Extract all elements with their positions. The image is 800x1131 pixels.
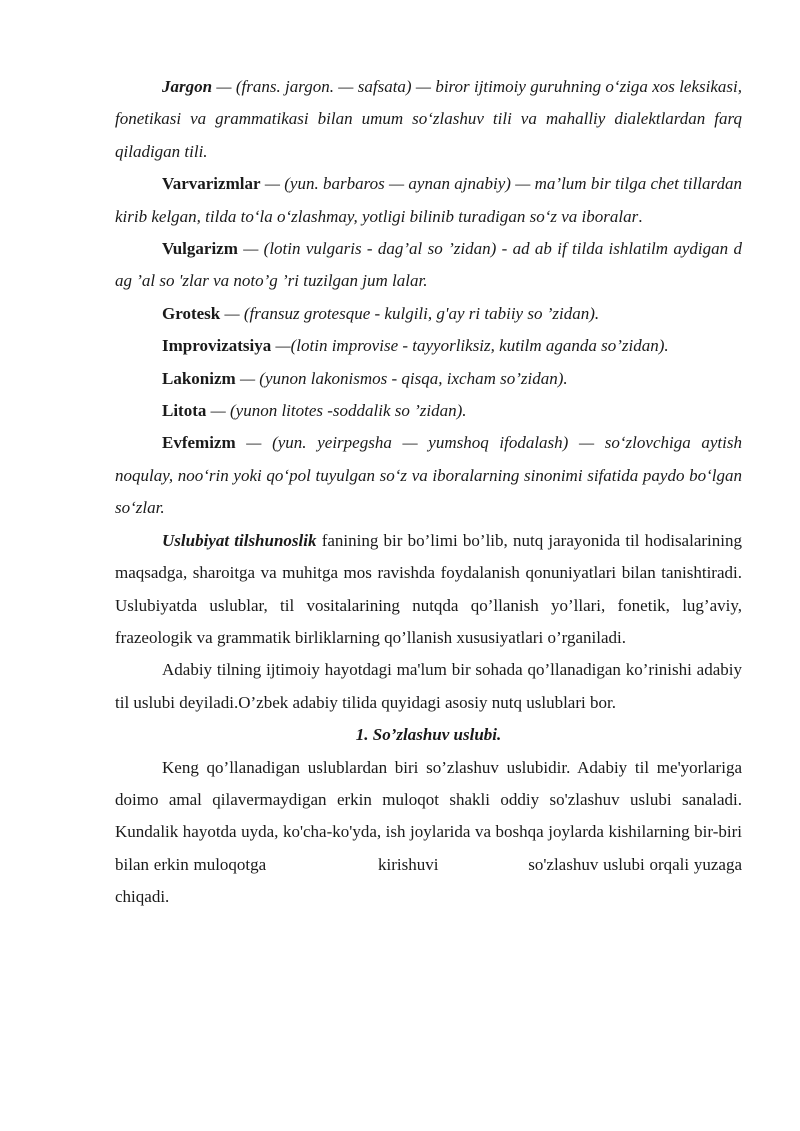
term-litota: Litota: [162, 401, 207, 421]
definition-grotesk: — (fransuz grotesque - kulgili, g'ay ri tabiiy so ’zidan).: [220, 303, 600, 323]
paragraph-conversational: [115, 752, 742, 914]
definition-lakonizm: — (yunon lakonismos - qisqa, ixcham so’zidan).: [235, 368, 568, 388]
conversational-word-kirishuvi: kirishuvi: [377, 854, 439, 874]
term-evfemizm: Evfemizm: [162, 433, 236, 453]
conversational-word-sozlashuv: so'zlashuv: [528, 854, 599, 874]
conversational-text-1: Keng qo’llanadigan uslublardan biri so’zlashuv uslubidir. Adabiy til me'yorlariga doimo amal qilavermaydigan erkin muloqot shakli oddiy so'zlashuv uslubi sanaladi. Kundalik hayotda uyda, ko'cha-ko'yda, ish joylarida va boshqa joylarda kishilarning bir-biri bilan erkin muloqotga: [115, 757, 742, 874]
stylistics-term: Uslubiyat tilshunoslik: [162, 530, 317, 550]
entry-vulgarizm: [115, 233, 742, 298]
definition-litota: — (yunon litotes -soddalik so ’zidan).: [206, 401, 467, 421]
term-lakonizm: Lakonizm: [162, 368, 236, 388]
entry-evfemizm: [115, 427, 742, 524]
section-heading: 1. So’zlashuv uslubi.: [355, 725, 502, 745]
stylistics-text: fanining bir bo’limi bo’lib, nutq jarayonida til hodisalarining maqsadga, sharoitga va muhitga mos ravishda foydalanish qonuniyatlari bilan tanishtiradi. Uslubiyatda uslublar, til vositalarining nutqda qo’llanish yo’llari, fonetik, lug’aviy, frazeologik va grammatik birliklarning qo’llanish xususiyatlari o’rganiladi.: [115, 530, 742, 647]
definition-evfemizm: — (yun. yeirpegsha — yumshoq ifodalash) — so‘zlovchiga aytish noqulay, noo‘rin yoki qo‘pol tuyulgan so‘z va iboralarning sinonimi sifatida paydo bo‘lgan so‘zlar.: [115, 433, 742, 518]
entry-varvarizmlar: [115, 168, 742, 233]
definition-varvarizmlar-end: .: [638, 206, 643, 226]
definition-improvizatsiya: —(lotin improvise - tayyorliksiz, kutilm aganda so’zidan).: [271, 336, 669, 356]
paragraph-literary-style: Adabiy tilning ijtimoiy hayotdagi ma'lum bir sohada qo’llanadigan ko’rinishi adabiy til uslubi deyiladi.O’zbek adabiy tilida quyidagi asosiy nutq uslublari bor.: [115, 660, 742, 712]
conversational-text-end: uslubi orqali yuzaga chiqadi.: [115, 854, 743, 907]
term-jargon: Jargon: [162, 77, 213, 96]
paragraph-stylistics: [115, 525, 742, 655]
definition-vulgarizm: — (lotin vulgaris - dag’al so ’zidan) - ad ab if tilda ishlatilm aydigan d ag ’al so 'zlar va noto’g ’ri tuzilgan jum lalar.: [115, 239, 742, 291]
term-vulgarizm: Vulgarizm: [162, 239, 238, 259]
definition-jargon: — (frans. jargon. — safsata) — biror ijtimoiy guruhning o‘ziga xos leksikasi, fonetikasi va grammatikasi bilan umum so‘zlashuv tili va mahalliy dialektlardan farq qiladigan tili.: [115, 77, 742, 161]
term-grotesk: Grotesk: [162, 303, 221, 323]
entry-improvizatsiya: [115, 330, 742, 362]
entry-litota: [115, 395, 742, 427]
entry-grotesk: [115, 298, 742, 330]
definition-varvarizmlar: — (yun. barbaros — aynan ajnabiy) — ma’lum bir tilga chet tillardan kirib kelgan, tilda to‘la o‘zlashmay, yotligi bilinib turadigan so‘z va iboralar: [115, 174, 742, 226]
term-varvarizmlar: Varvarizmlar: [162, 174, 261, 194]
term-improvizatsiya: Improvizatsiya: [162, 336, 272, 356]
entry-jargon: [115, 71, 742, 168]
entry-lakonizm: [115, 363, 742, 395]
